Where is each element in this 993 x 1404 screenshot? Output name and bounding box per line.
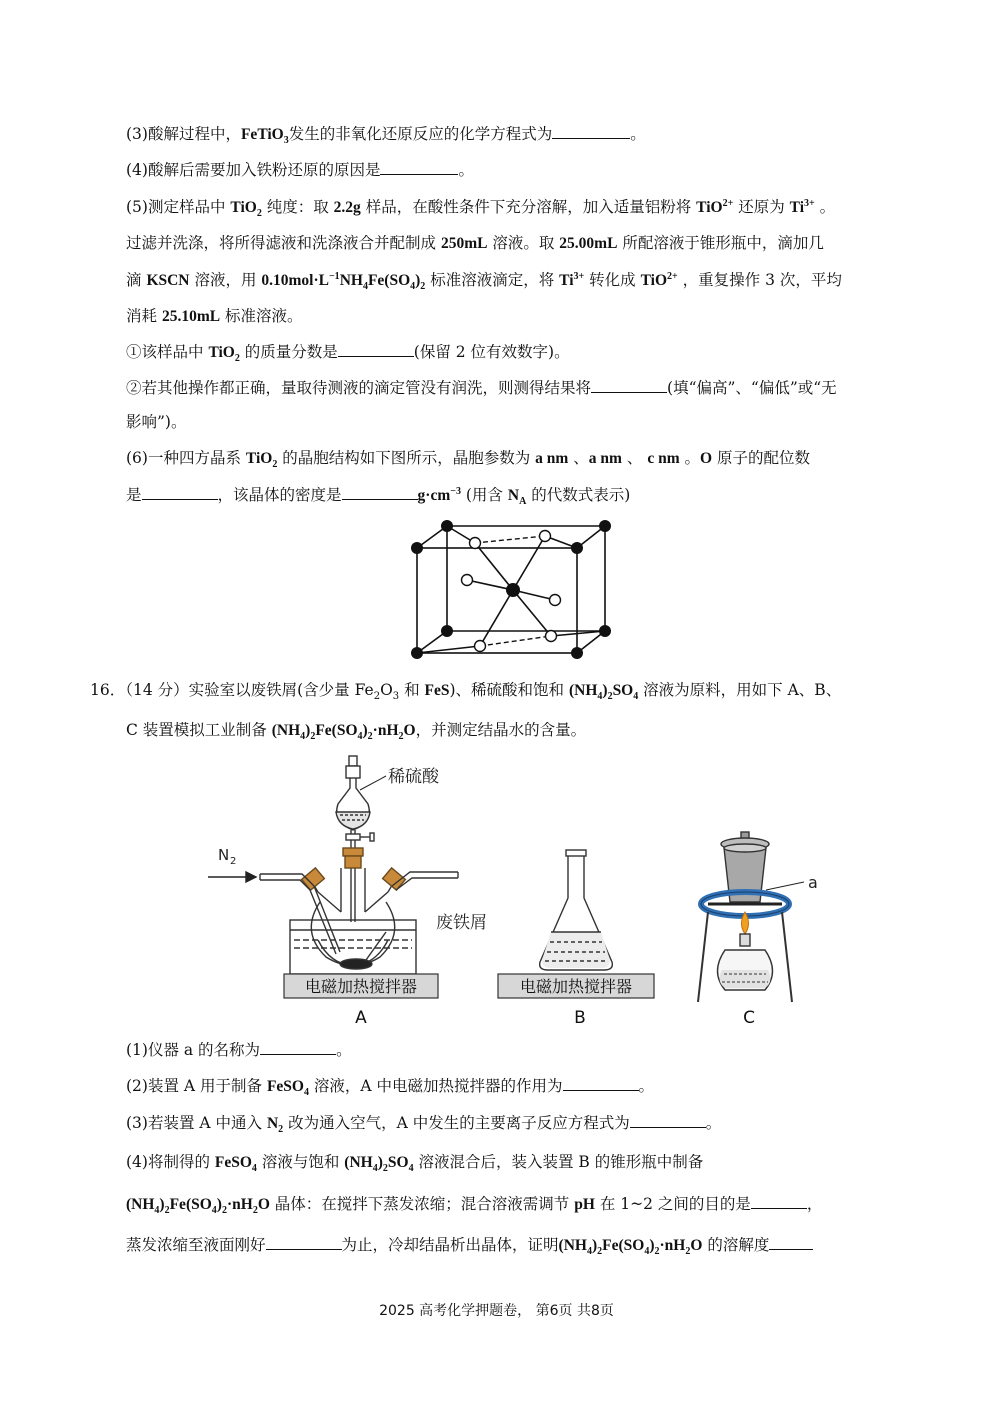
q16-part3: (3)若装置 A 中通入 $N_2$ 改为通入空气，A 中发生的主要离子反应方程式为 。 xyxy=(126,1114,722,1136)
caption-c: C xyxy=(743,1008,755,1028)
label-instrument-a: a xyxy=(808,873,818,892)
q15-part5-sub1: ①该样品中 TiO$_2$ 的质量分数是 (保留 2 位有效数字)。 xyxy=(126,343,570,365)
apparatus-figure xyxy=(200,752,840,1032)
answer-blank[interactable] xyxy=(338,342,414,357)
q15-part5-sub2-cont: 影响”)。 xyxy=(126,413,187,431)
q15-part5-sub2: ②若其他操作都正确，量取待测液的滴定管没有润洗，则测得结果将 (填“偏高”、“偏低”或“无 xyxy=(126,379,837,397)
answer-blank[interactable] xyxy=(266,1235,342,1250)
answer-blank[interactable] xyxy=(769,1235,813,1250)
crystal-cell-figure xyxy=(405,518,625,663)
q16-stem-line1: 16．（14 分）实验室以废铁屑(含少量 $Fe_2O_3$ 和 FeS)、稀硫酸和饱和 $(NH_4)_2SO_4$ 溶液为原料，用如下 A、B、 xyxy=(90,681,842,703)
answer-blank[interactable] xyxy=(630,1113,706,1128)
caption-b: B xyxy=(574,1008,586,1028)
q16-part1: (1)仪器 a 的名称为 。 xyxy=(126,1041,352,1059)
q16-stem-line2: C 装置模拟工业制备 $(NH_4)_2Fe(SO_4)_2\cdot nH_2O$，并测定结晶水的含量。 xyxy=(126,721,587,743)
answer-blank[interactable] xyxy=(260,1040,336,1055)
q15-part5-line1: (5)测定样品中 TiO$_2$ 纯度：取 2.2g 样品，在酸性条件下充分溶解，加入适量铝粉将 TiO$^{2+}$ 还原为 $Ti^{3+}$ 。 xyxy=(126,197,836,220)
q16-part4-line1: (4)将制得的 FeSO$_4$ 溶液与饱和 $(NH_4)_2SO_4$ 溶液混合后，装入装置 B 的锥形瓶中制备 xyxy=(126,1153,704,1175)
answer-blank[interactable] xyxy=(342,485,418,500)
page-footer: 2025 高考化学押题卷， 第6页 共8页 xyxy=(379,1303,614,1319)
apparatus-b xyxy=(540,850,613,970)
answer-blank[interactable] xyxy=(563,1076,639,1091)
answer-blank[interactable] xyxy=(591,378,667,393)
svg-text:电磁加热搅拌器: 电磁加热搅拌器 xyxy=(304,977,418,996)
q16-part2: (2)装置 A 用于制备 FeSO$_4$ 溶液，A 中电磁加热搅拌器的作用为 。 xyxy=(126,1077,655,1099)
q15-part4: (4)酸解后需要加入铁粉还原的原因是 。 xyxy=(126,161,474,179)
answer-blank[interactable] xyxy=(380,160,458,175)
label-dilute-acid: 稀硫酸 xyxy=(388,767,439,787)
q15-part5-line2: 过滤并洗涤，将所得滤液和洗涤液合并配制成 250mL 溶液。取 25.00mL 所配溶液于锥形瓶中，滴加几 xyxy=(126,234,824,252)
label-n2: N xyxy=(218,846,230,864)
q15-part5-line4: 消耗 25.10mL 标准溶液。 xyxy=(126,307,303,325)
q15-part6-line2: 是 ，该晶体的密度是 $g\cdot cm^{-3}$ (用含 $N_A$ 的代数式表示) xyxy=(126,485,631,508)
label-scrap-iron: 废铁屑 xyxy=(436,913,487,933)
apparatus-c xyxy=(698,832,792,1002)
q15-part6-line1: (6)一种四方晶系 TiO$_2$ 的晶胞结构如下图所示，晶胞参数为 a nm 、a nm 、 c nm 。O 原子的配位数 xyxy=(126,449,811,471)
answer-blank[interactable] xyxy=(142,485,218,500)
caption-a: A xyxy=(355,1008,367,1028)
answer-blank[interactable] xyxy=(751,1194,807,1209)
svg-text:电磁加热搅拌器: 电磁加热搅拌器 xyxy=(519,977,633,996)
svg-text:2: 2 xyxy=(230,856,237,867)
q15-part5-line3: 滴 KSCN 溶液，用 $0.10mol\cdot L^{-1}NH_4Fe(SO_4)_2$ 标准溶液滴定，将 $Ti^{3+}$ 转化成 TiO$^{2+}$ ，重复操作 3 次，平均 xyxy=(126,270,842,293)
q16-part4-line2: $(NH_4)_2Fe(SO_4)_2\cdot nH_2O$ 晶体：在搅拌下蒸发浓缩；混合溶液需调节 pH 在 1~2 之间的目的是 ， xyxy=(126,1195,823,1217)
answer-blank[interactable] xyxy=(552,124,630,139)
q16-part4-line3: 蒸发浓缩至液面刚好 为止，冷却结晶析出晶体，证明$(NH_4)_2Fe(SO_4)_2\cdot nH_2O$ 的溶解度 xyxy=(126,1235,813,1256)
apparatus-a xyxy=(260,756,458,974)
n2-inlet-arrow xyxy=(208,872,256,882)
q15-part3: (3)酸解过程中，FeTiO$_3$发生的非氧化还原反应的化学方程式为 。 xyxy=(126,125,646,147)
